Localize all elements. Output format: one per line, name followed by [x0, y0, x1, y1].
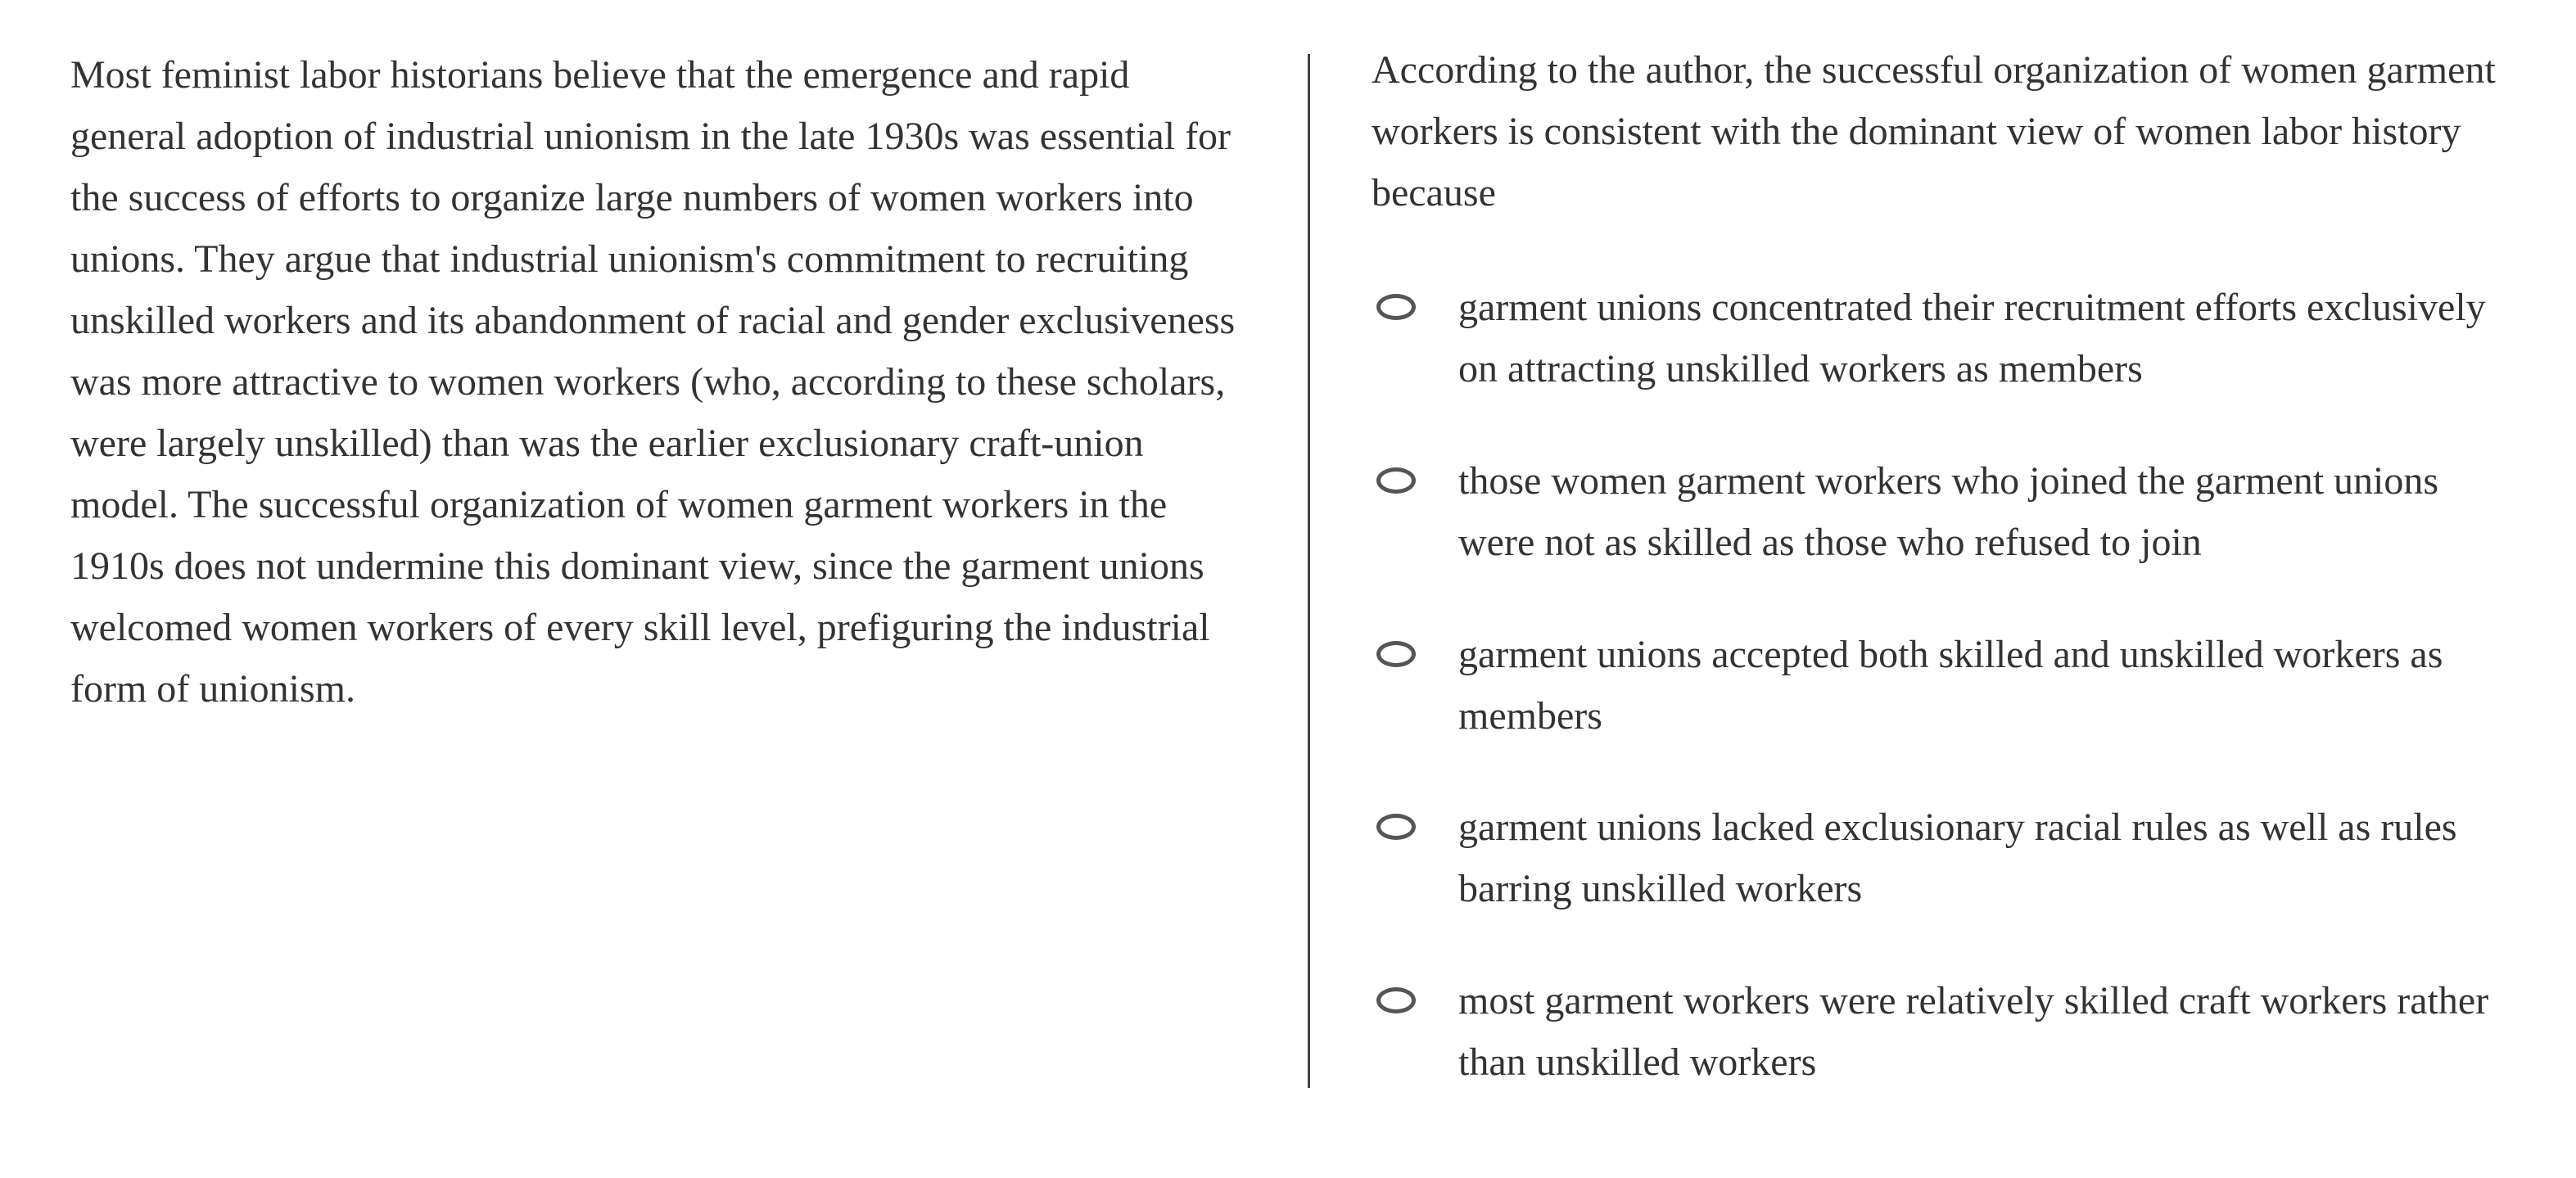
radio-button-icon[interactable] [1376, 987, 1416, 1013]
answer-option-label: garment unions lacked exclusionary racial rules as well as rules barring unskilled workers [1458, 806, 2457, 910]
answer-option-label: garment unions concentrated their recruitment efforts exclusively on attracting unskilled workers as members [1458, 286, 2486, 390]
radio-button-icon[interactable] [1376, 467, 1416, 494]
answer-option-label: those women garment workers who joined the garment unions were not as skilled as those who refused to join [1458, 459, 2439, 564]
answer-option-label: garment unions accepted both skilled and unskilled workers as members [1458, 633, 2443, 738]
passage-text: Most feminist labor historians believe that the emergence and rapid general adoption of industrial unionism in the late 1930s was essential for the success of efforts to organize large numbers of women workers into unions. They argue that industrial unionism's commitment to recruiting unskilled workers and its abandonment of racial and gender exclusiveness was more attractive to women workers (who, according to these scholars, were largely unskilled) than was the earlier exclusionary craft-union model. The successful organization of women garment workers in the 1910s does not undermine this dominant view, since the garment unions welcomed women workers of every skill level, prefiguring the industrial form of unionism. [70, 53, 1236, 711]
answer-option-label: most garment workers were relatively skilled craft workers rather than unskilled workers [1458, 979, 2489, 1084]
question-stem: According to the author, the successful organization of women garment workers is consistent with the dominant view of women labor history because [1372, 48, 2496, 214]
question-pane [1372, 39, 2534, 1084]
radio-button-icon[interactable] [1376, 641, 1416, 667]
radio-button-icon[interactable] [1376, 294, 1416, 320]
pane-divider [1308, 54, 1310, 1088]
passage-pane [70, 44, 1241, 720]
radio-button-icon[interactable] [1376, 814, 1416, 840]
